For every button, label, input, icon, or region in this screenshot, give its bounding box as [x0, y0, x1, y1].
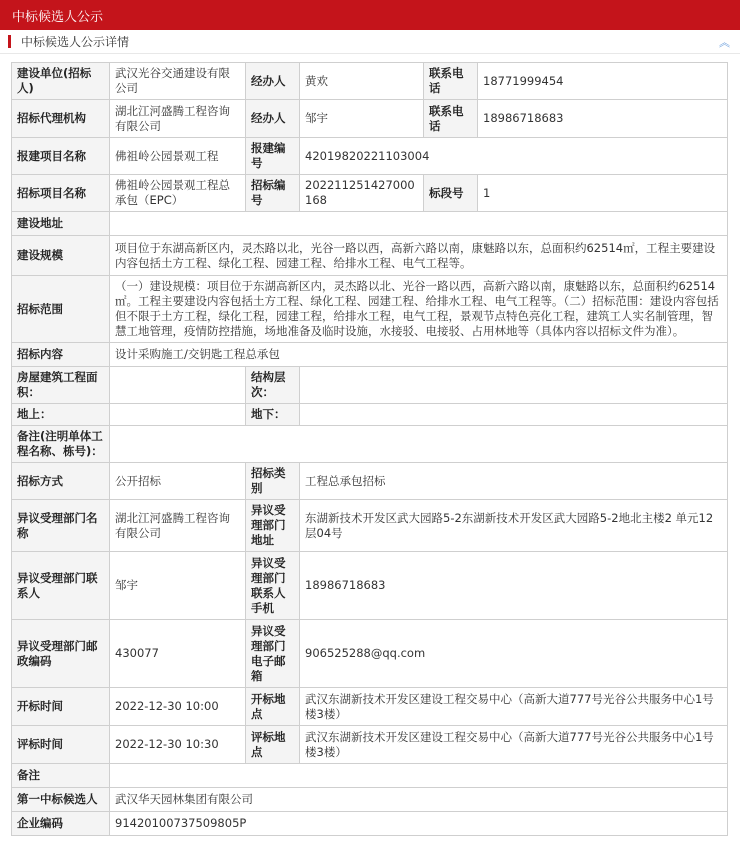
detail-table — [11, 62, 728, 836]
address-value — [110, 212, 728, 236]
phone-value: 18986718683 — [478, 100, 728, 138]
address-label: 建设地址 — [12, 212, 110, 236]
objection-contact-value: 邹宇 — [110, 552, 246, 620]
section-header — [0, 30, 740, 54]
tender-method-label: 招标方式 — [12, 463, 110, 500]
objection-email-value: 906525288@qq.com — [300, 620, 728, 688]
page-header — [0, 0, 740, 30]
handler-value: 黄欢 — [300, 63, 424, 100]
objection-dept-label: 异议受理部门名称 — [12, 500, 110, 552]
opening-time-value: 2022-12-30 10:00 — [110, 688, 246, 726]
handler-label: 经办人 — [246, 63, 300, 100]
below-ground-value — [300, 404, 728, 426]
objection-address-label: 异议受理部门地址 — [246, 500, 300, 552]
table-row — [12, 426, 728, 463]
tender-type-label: 招标类别 — [246, 463, 300, 500]
evaluation-place-value: 武汉东湖新技术开发区建设工程交易中心（高新大道777号光谷公共服务中心1号楼3楼） — [300, 726, 728, 764]
objection-mobile-value: 18986718683 — [300, 552, 728, 620]
double-chevron-up-icon[interactable]: ︽ — [719, 35, 730, 49]
opening-place-label: 开标地点 — [246, 688, 300, 726]
objection-mobile-label: 异议受理部门联系人手机 — [246, 552, 300, 620]
table-row — [12, 367, 728, 404]
building-area-label: 房屋建筑工程面积： — [12, 367, 110, 404]
table-row — [12, 764, 728, 788]
project-name-value: 佛祖岭公园景观工程 — [110, 138, 246, 175]
table-row — [12, 212, 728, 236]
table-row — [12, 788, 728, 812]
above-ground-value — [110, 404, 246, 426]
remark-value — [110, 764, 728, 788]
table-row — [12, 552, 728, 620]
structure-value — [300, 367, 728, 404]
above-ground-label: 地上： — [12, 404, 110, 426]
table-row — [12, 404, 728, 426]
table-row — [12, 726, 728, 764]
table-row — [12, 500, 728, 552]
remark-label: 备注 — [12, 764, 110, 788]
phone-value: 18771999454 — [478, 63, 728, 100]
table-row — [12, 138, 728, 175]
evaluation-place-label: 评标地点 — [246, 726, 300, 764]
objection-postcode-label: 异议受理部门邮政编码 — [12, 620, 110, 688]
builder-value: 武汉光谷交通建设有限公司 — [110, 63, 246, 100]
scale-label: 建设规模 — [12, 236, 110, 276]
objection-postcode-value: 430077 — [110, 620, 246, 688]
scale-value: 项目位于东湖高新区内，灵杰路以北，光谷一路以西，高新六路以南，康魅路以东，总面积约62514㎡，工程主要建设内容包括土方工程、绿化工程、园建工程、给排水工程、电气工程等。 — [110, 236, 728, 276]
lot-label: 标段号 — [424, 175, 478, 212]
objection-contact-label: 异议受理部门联系人 — [12, 552, 110, 620]
evaluation-time-label: 评标时间 — [12, 726, 110, 764]
lot-value: 1 — [478, 175, 728, 212]
tender-name-value: 佛祖岭公园景观工程总承包（EPC） — [110, 175, 246, 212]
first-candidate-value: 武汉华天园林集团有限公司 — [110, 788, 728, 812]
section-marker — [8, 35, 11, 48]
table-row — [12, 463, 728, 500]
building-area-value — [110, 367, 246, 404]
objection-dept-value: 湖北江河盛腾工程咨询有限公司 — [110, 500, 246, 552]
remark-building-value — [110, 426, 728, 463]
table-row — [12, 343, 728, 367]
scope-label: 招标范围 — [12, 276, 110, 343]
remark-building-label: 备注(注明单体工程名称、栋号)： — [12, 426, 110, 463]
table-row — [12, 276, 728, 343]
handler-value: 邹宇 — [300, 100, 424, 138]
handler-label: 经办人 — [246, 100, 300, 138]
company-code-value: 91420100737509805P — [110, 812, 728, 836]
table-row — [12, 63, 728, 100]
project-name-label: 报建项目名称 — [12, 138, 110, 175]
table-row — [12, 812, 728, 836]
first-candidate-label: 第一中标候选人 — [12, 788, 110, 812]
opening-place-value: 武汉东湖新技术开发区建设工程交易中心（高新大道777号光谷公共服务中心1号楼3楼） — [300, 688, 728, 726]
content-value: 设计采购施工/交钥匙工程总承包 — [110, 343, 728, 367]
tender-code-value: 202211251427000168 — [300, 175, 424, 212]
project-code-label: 报建编号 — [246, 138, 300, 175]
tender-type-value: 工程总承包招标 — [300, 463, 728, 500]
objection-address-value: 东湖新技术开发区武大园路5-2东湖新技术开发区武大园路5-2地北主楼2 单元12层04号 — [300, 500, 728, 552]
content-label: 招标内容 — [12, 343, 110, 367]
company-code-label: 企业编码 — [12, 812, 110, 836]
scope-value: （一）建设规模：项目位于东湖高新区内，灵杰路以北、光谷一路以西，高新六路以南，康魅路以东，总面积约62514㎡。工程主要建设内容包括土方工程、绿化工程、园建工程、给排水工程、电气工程等。（二）招标范围：建设内容包括但不限于土方工程，绿化工程，园建工程，给排水工程，电气工程，景观节点特色亮化工程，建筑工人实名制管理，智慧工地管理，疫情防控措施，场地准备及临时设施，水接驳、电接驳、占用林地等（具体内容以招标文件为准）。 — [110, 276, 728, 343]
phone-label: 联系电话 — [424, 100, 478, 138]
tender-method-value: 公开招标 — [110, 463, 246, 500]
phone-label: 联系电话 — [424, 63, 478, 100]
structure-label: 结构层次： — [246, 367, 300, 404]
below-ground-label: 地下： — [246, 404, 300, 426]
table-row — [12, 100, 728, 138]
project-code-value: 42019820221103004 — [300, 138, 728, 175]
table-row — [12, 620, 728, 688]
builder-label: 建设单位(招标人) — [12, 63, 110, 100]
table-row — [12, 236, 728, 276]
agency-value: 湖北江河盛腾工程咨询有限公司 — [110, 100, 246, 138]
page-title: 中标候选人公示 — [12, 9, 104, 25]
table-row — [12, 688, 728, 726]
opening-time-label: 开标时间 — [12, 688, 110, 726]
agency-label: 招标代理机构 — [12, 100, 110, 138]
objection-email-label: 异议受理部门电子邮箱 — [246, 620, 300, 688]
tender-code-label: 招标编号 — [246, 175, 300, 212]
table-row — [12, 175, 728, 212]
evaluation-time-value: 2022-12-30 10:30 — [110, 726, 246, 764]
tender-name-label: 招标项目名称 — [12, 175, 110, 212]
section-title: 中标候选人公示详情 — [21, 35, 130, 49]
